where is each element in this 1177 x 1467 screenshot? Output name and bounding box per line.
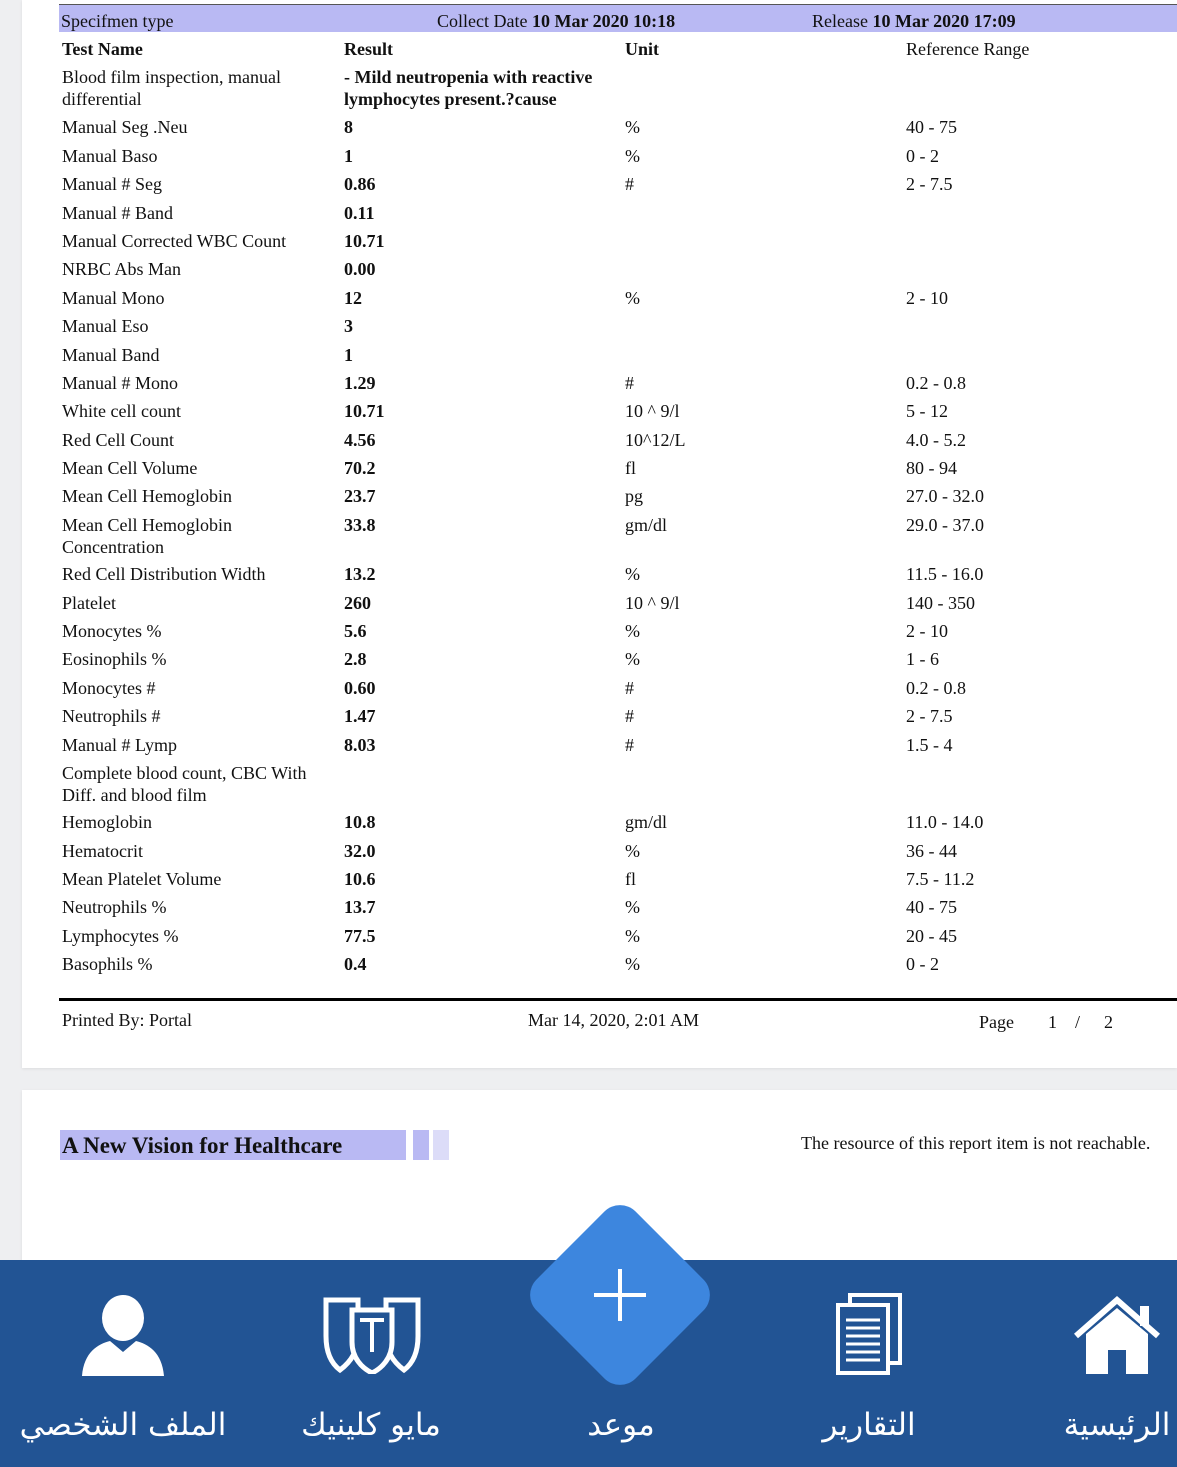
cell-result: 1.29 bbox=[344, 373, 376, 393]
nav-reports[interactable] bbox=[756, 1260, 982, 1467]
cell-unit: # bbox=[625, 373, 634, 393]
cell-range: 11.0 - 14.0 bbox=[906, 812, 984, 832]
cell-unit: # bbox=[625, 174, 634, 194]
nav-mayo-clinic-label: مايو كلينيك bbox=[301, 1407, 441, 1443]
brand-banner bbox=[60, 1130, 406, 1160]
report-page-1 bbox=[22, 0, 1177, 1068]
cell-result: 33.8 bbox=[344, 515, 376, 535]
cell-result: 1 bbox=[344, 345, 353, 365]
cell-result: 77.5 bbox=[344, 926, 376, 946]
cell-unit: 10 ^ 9/l bbox=[625, 401, 680, 421]
cell-unit: 10 ^ 9/l bbox=[625, 593, 680, 613]
cell-name: Red Cell Count bbox=[62, 430, 174, 450]
cell-name: NRBC Abs Man bbox=[62, 259, 182, 279]
brand-decor-square bbox=[413, 1130, 429, 1160]
cell-result: 5.6 bbox=[344, 621, 367, 641]
mayo-shields-icon bbox=[322, 1296, 422, 1374]
resource-unreachable-message: The resource of this report item is not reachable. bbox=[801, 1133, 1151, 1153]
cell-unit: % bbox=[625, 841, 640, 861]
cell-range: 0.2 - 0.8 bbox=[906, 373, 966, 393]
cell-name: Manual # Band bbox=[62, 203, 173, 223]
cell-name: Hematocrit bbox=[62, 841, 143, 861]
cell-name: Platelet bbox=[62, 593, 116, 613]
cell-range: 11.5 - 16.0 bbox=[906, 564, 984, 584]
nav-profile[interactable] bbox=[10, 1260, 236, 1467]
cell-name: Eosinophils % bbox=[62, 649, 167, 669]
page-label: Page bbox=[979, 1012, 1014, 1032]
cell-unit: fl bbox=[625, 458, 636, 478]
cell-name: White cell count bbox=[62, 401, 181, 421]
cell-name: Mean Platelet Volume bbox=[62, 869, 222, 889]
cell-unit: gm/dl bbox=[625, 812, 668, 832]
cell-name: Complete blood count, CBC With Diff. and blood film bbox=[62, 763, 307, 805]
cell-range: 0 - 2 bbox=[906, 954, 939, 974]
cell-range: 0.2 - 0.8 bbox=[906, 678, 966, 698]
release-date-label: Release bbox=[812, 11, 868, 31]
cell-result: 32.0 bbox=[344, 841, 376, 861]
cell-unit: # bbox=[625, 678, 634, 698]
cell-unit: % bbox=[625, 288, 640, 308]
page-separator: / bbox=[1075, 1012, 1081, 1032]
column-header-test-name: Test Name bbox=[62, 39, 143, 59]
cell-result: 13.2 bbox=[344, 564, 376, 584]
cell-range: 0 - 2 bbox=[906, 146, 939, 166]
cell-range: 27.0 - 32.0 bbox=[906, 486, 984, 506]
cell-range: 36 - 44 bbox=[906, 841, 957, 861]
person-icon bbox=[80, 1294, 166, 1376]
cell-name: Manual # Mono bbox=[62, 373, 178, 393]
cell-range: 40 - 75 bbox=[906, 117, 957, 137]
cell-unit: 10^12/L bbox=[625, 430, 686, 450]
cell-unit: pg bbox=[625, 486, 643, 506]
cell-name: Manual Seg .Neu bbox=[62, 117, 188, 137]
cell-unit: fl bbox=[625, 869, 636, 889]
nav-mayo-clinic[interactable] bbox=[258, 1260, 484, 1467]
collect-date-value: 10 Mar 2020 10:18 bbox=[531, 11, 676, 31]
cell-unit: % bbox=[625, 649, 640, 669]
printed-date: Mar 14, 2020, 2:01 AM bbox=[528, 1010, 699, 1030]
cell-result: 10.71 bbox=[344, 401, 385, 421]
cell-result: 2.8 bbox=[344, 649, 367, 669]
cell-result: 10.71 bbox=[344, 231, 385, 251]
cell-name: Mean Cell Volume bbox=[62, 458, 198, 478]
cell-name: Neutrophils % bbox=[62, 897, 167, 917]
cell-result: 1.47 bbox=[344, 706, 376, 726]
cell-result: 260 bbox=[344, 593, 371, 613]
nav-profile-label: الملف الشخصي bbox=[19, 1407, 227, 1443]
cell-unit: # bbox=[625, 735, 634, 755]
cell-name: Hemoglobin bbox=[62, 812, 152, 832]
cell-name: Manual # Lymp bbox=[62, 735, 177, 755]
cell-range: 2 - 7.5 bbox=[906, 174, 953, 194]
cell-name: Mean Cell Hemoglobin Concentration bbox=[62, 515, 232, 557]
cell-name: Manual Band bbox=[62, 345, 160, 365]
release-date-value: 10 Mar 2020 17:09 bbox=[872, 11, 1016, 31]
cell-result: 13.7 bbox=[344, 897, 376, 917]
cell-name: Manual Corrected WBC Count bbox=[62, 231, 287, 251]
cell-unit: % bbox=[625, 926, 640, 946]
cell-result: - Mild neutropenia with reactive lymphocytes present.?cause bbox=[344, 67, 593, 109]
collect-date-label: Collect Date bbox=[437, 11, 528, 31]
cell-range: 2 - 7.5 bbox=[906, 706, 953, 726]
cell-range: 140 - 350 bbox=[906, 593, 975, 613]
cell-range: 4.0 - 5.2 bbox=[906, 430, 966, 450]
cell-range: 2 - 10 bbox=[906, 288, 948, 308]
column-header-reference-range: Reference Range bbox=[906, 39, 1030, 59]
cell-range: 29.0 - 37.0 bbox=[906, 515, 984, 535]
document-icon bbox=[834, 1292, 904, 1376]
cell-range: 1.5 - 4 bbox=[906, 735, 953, 755]
cell-name: Mean Cell Hemoglobin bbox=[62, 486, 232, 506]
cell-result: 10.6 bbox=[344, 869, 376, 889]
plus-icon bbox=[592, 1267, 648, 1323]
cell-result: 0.86 bbox=[344, 174, 376, 194]
brand-decor-square-light bbox=[433, 1130, 449, 1160]
cell-result: 0.00 bbox=[344, 259, 376, 279]
column-header-result: Result bbox=[344, 39, 393, 59]
cell-unit: % bbox=[625, 117, 640, 137]
cell-name: Basophils % bbox=[62, 954, 153, 974]
cell-range: 5 - 12 bbox=[906, 401, 948, 421]
cell-unit: % bbox=[625, 621, 640, 641]
cell-unit: gm/dl bbox=[625, 515, 668, 535]
footer-divider bbox=[59, 998, 1177, 1001]
cell-name: Neutrophils # bbox=[62, 706, 161, 726]
cell-range: 2 - 10 bbox=[906, 621, 948, 641]
cell-unit: % bbox=[625, 954, 640, 974]
cell-unit: % bbox=[625, 564, 640, 584]
cell-range: 40 - 75 bbox=[906, 897, 957, 917]
nav-appointment-label: موعد bbox=[587, 1407, 655, 1443]
cell-result: 0.60 bbox=[344, 678, 376, 698]
cell-unit: # bbox=[625, 706, 634, 726]
brand-text: A New Vision for Healthcare bbox=[62, 1133, 343, 1158]
cell-range: 20 - 45 bbox=[906, 926, 957, 946]
cell-name: Blood film inspection, manual differential bbox=[62, 67, 281, 109]
cell-name: Manual Eso bbox=[62, 316, 149, 336]
cell-name: Manual Baso bbox=[62, 146, 158, 166]
cell-unit: % bbox=[625, 897, 640, 917]
cell-result: 3 bbox=[344, 316, 353, 336]
cell-name: Manual Mono bbox=[62, 288, 165, 308]
page-current: 1 bbox=[1048, 1012, 1057, 1032]
results-table bbox=[22, 0, 1177, 1068]
cell-result: 10.8 bbox=[344, 812, 376, 832]
cell-result: 8 bbox=[344, 117, 353, 137]
cell-name: Manual # Seg bbox=[62, 174, 162, 194]
cell-result: 23.7 bbox=[344, 486, 376, 506]
cell-range: 1 - 6 bbox=[906, 649, 939, 669]
nav-home-label: الرئيسية bbox=[1063, 1407, 1171, 1443]
cell-result: 0.4 bbox=[344, 954, 367, 974]
cell-range: 80 - 94 bbox=[906, 458, 957, 478]
cell-result: 0.11 bbox=[344, 203, 375, 223]
printed-by: Printed By: Portal bbox=[62, 1010, 192, 1030]
cell-unit: % bbox=[625, 146, 640, 166]
cell-name: Monocytes # bbox=[62, 678, 156, 698]
cell-result: 8.03 bbox=[344, 735, 376, 755]
nav-reports-label: التقارير bbox=[822, 1407, 916, 1443]
specimen-type-label: Specifmen type bbox=[61, 11, 174, 31]
column-header-unit: Unit bbox=[625, 39, 660, 59]
cell-range: 7.5 - 11.2 bbox=[906, 869, 975, 889]
cell-result: 1 bbox=[344, 146, 353, 166]
cell-result: 12 bbox=[344, 288, 362, 308]
home-icon bbox=[1072, 1296, 1162, 1376]
nav-home[interactable] bbox=[1004, 1260, 1177, 1467]
cell-name: Monocytes % bbox=[62, 621, 162, 641]
cell-name: Red Cell Distribution Width bbox=[62, 564, 266, 584]
cell-name: Lymphocytes % bbox=[62, 926, 179, 946]
cell-result: 4.56 bbox=[344, 430, 376, 450]
page-total: 2 bbox=[1104, 1012, 1113, 1032]
cell-result: 70.2 bbox=[344, 458, 376, 478]
